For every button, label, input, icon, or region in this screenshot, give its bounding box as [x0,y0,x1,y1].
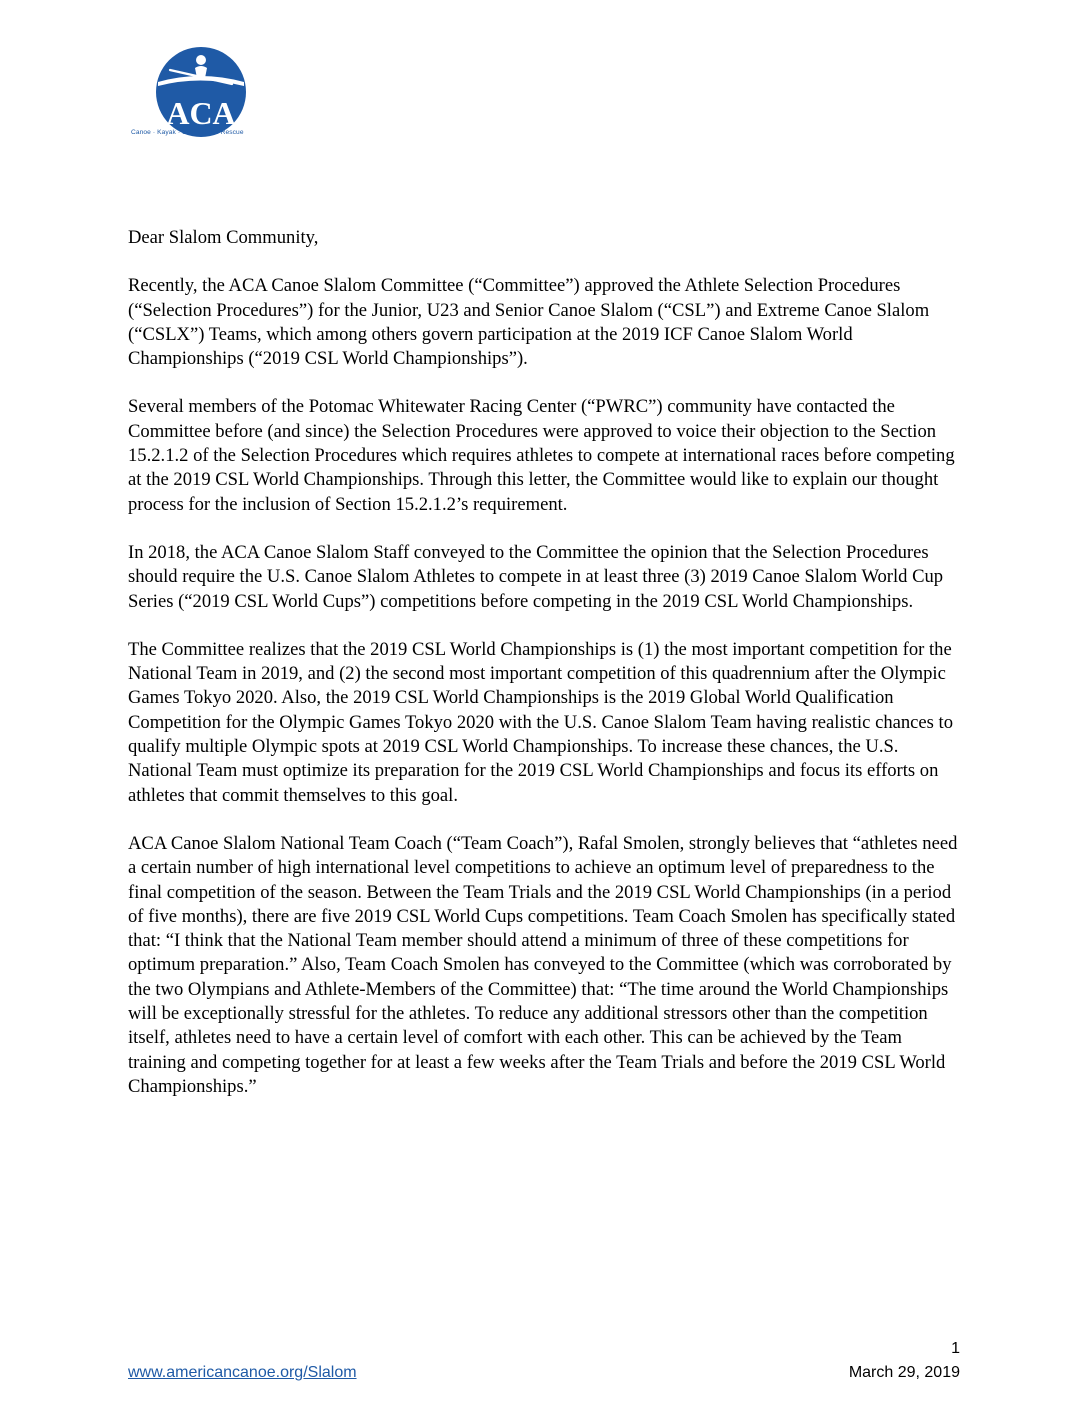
paragraph: Several members of the Potomac Whitewater Racing Center (“PWRC”) community have contacted the Committee before (and since) the Selection Procedures were approved to voice their objection to the Section 15.2.1.2 of the Selection Procedures which requires athletes to compete at international races before competing at the 2019 CSL World Championships. Through this letter, the Committee would like to explain our thought process for the inclusion of Section 15.2.1.2’s requirement. [128,396,955,515]
logo-text: ACA [166,95,236,131]
paragraph: The Committee realizes that the 2019 CSL World Championships is (1) the most important competition for the National Team in 2019, and (2) the second most important competition of this quadrennium after the Olympic Games Tokyo 2020. Also, the 2019 CSL World Championships is the 2019 Global World Qualification Competition for the Olympic Games Tokyo 2020 with the U.S. Canoe Slalom Team having realistic chances to qualify multiple Olympic spots at 2019 CSL World Championships. To increase these chances, the U.S. National Team must optimize its preparation for the 2019 CSL World Championships and focus its efforts on athletes that commit themselves to this goal. [128,638,954,806]
page-number: 1 [951,1340,960,1357]
salutation: Dear Slalom Community, [128,227,319,248]
paragraph: Recently, the ACA Canoe Slalom Committee (“Committee”) approved the Athlete Selection Procedures (“Selection Procedures”) for the Junior, U23 and Senior Canoe Slalom (“CSL”) and Extreme Canoe Slalom (“CSLX”) Teams, which among others govern participation at the 2019 ICF Canoe Slalom World Championships (“2019 CSL World Championships”). [128,275,930,370]
logo-tagline: Canoe · Kayak · SUP · Raft · Rescue [131,129,244,136]
aca-logo [140,40,290,140]
paragraph: ACA Canoe Slalom National Team Coach (“Team Coach”), Rafal Smolen, strongly believes that “athletes need a certain number of high international level competitions to achieve an optimum level of preparedness to the final competition of the season. Between the Team Trials and the 2019 CSL World Championships (in a period of five months), there are five 2019 CSL World Cups competitions. Team Coach Smolen has specifically stated that: “I think that the National Team member should attend a minimum of three of these competitions for optimum preparation.” Also, Team Coach Smolen has conveyed to the Committee (which was corroborated by the two Olympians and Athlete-Members of the Committee) that: “The time around the World Championships will be exceptionally stressful for the athletes. To reduce any additional stressors other than the competition itself, athletes need to have a certain level of comfort with each other. This can be achieved by the Team training and competing together for at least a few weeks after the Team Trials and before the 2019 CSL World Championships.” [128,832,958,1097]
footer-date: March 29, 2019 [848,1364,960,1381]
paragraph: In 2018, the ACA Canoe Slalom Staff conveyed to the Committee the opinion that the Selection Procedures should require the U.S. Canoe Slalom Athletes to compete in at least three (3) 2019 Canoe Slalom World Cup Series (“2019 CSL World Cups”) competitions before competing in the 2019 CSL World Championships. [128,541,944,612]
footer-website-link[interactable]: www.americancanoe.org/Slalom [128,1364,357,1381]
letter-body [128,226,963,1123]
